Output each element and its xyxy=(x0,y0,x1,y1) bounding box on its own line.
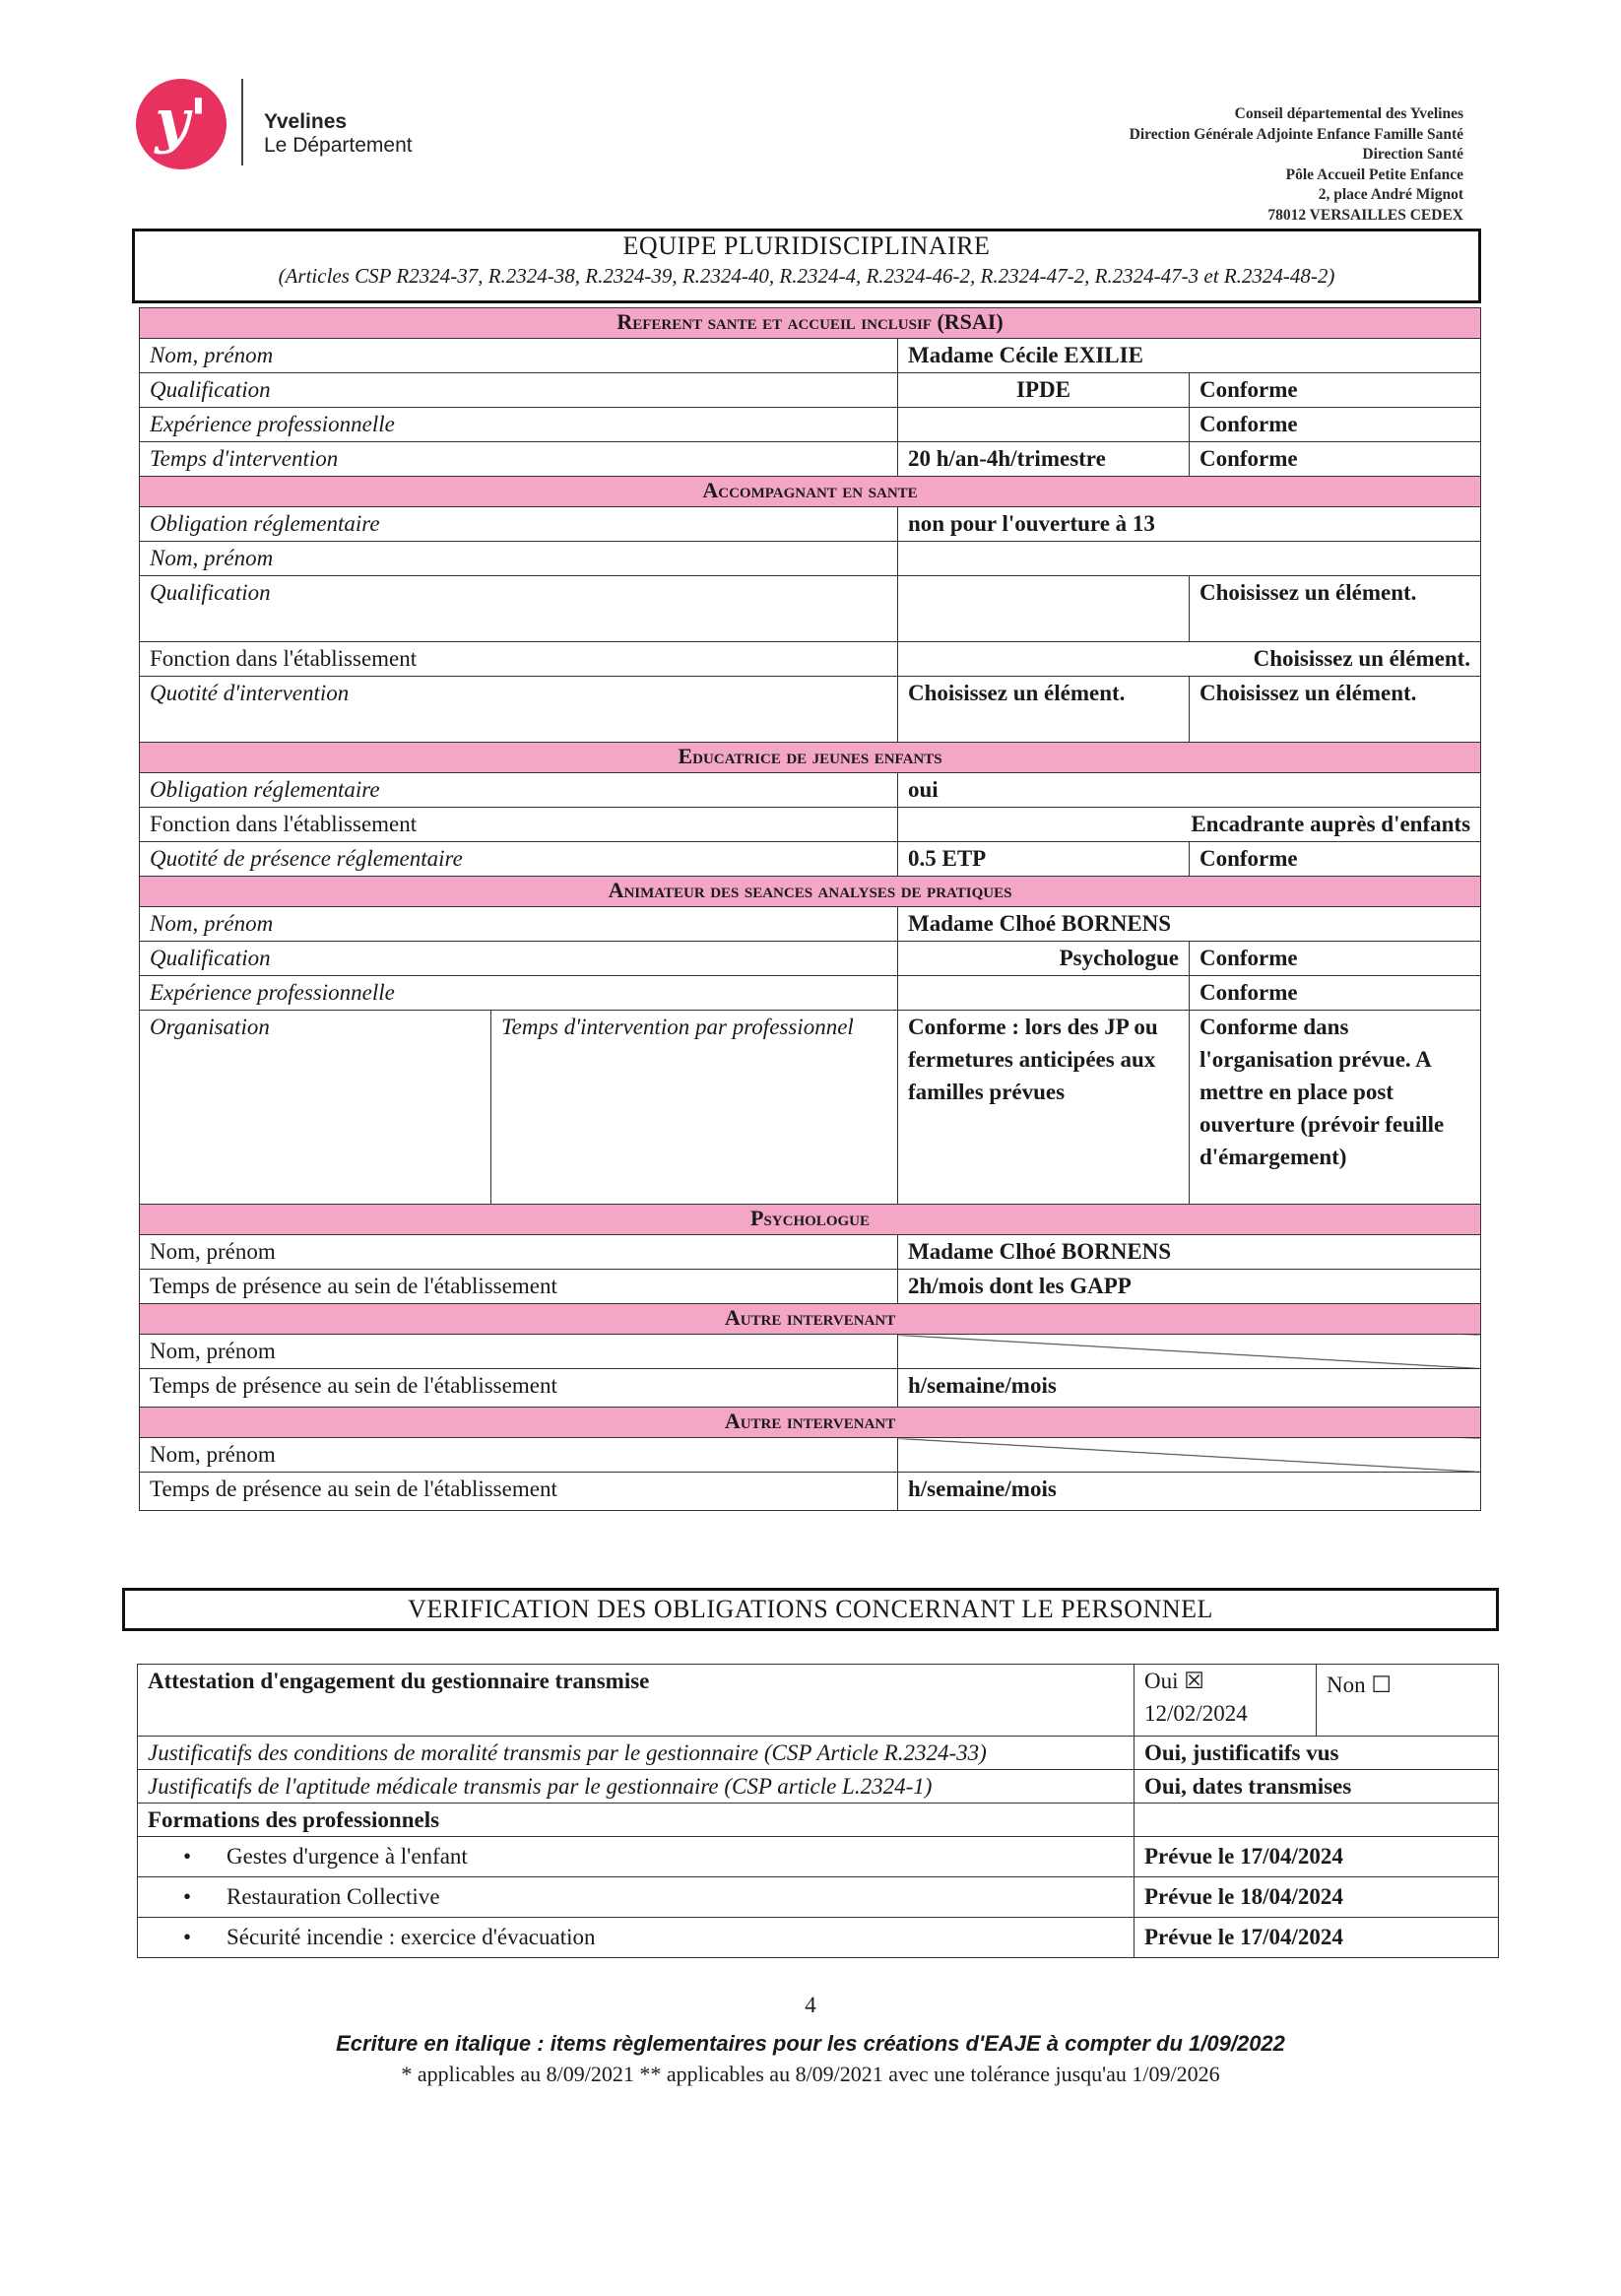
formation-label: Gestes d'urgence à l'enfant xyxy=(227,1844,468,1869)
table-row xyxy=(140,976,1481,1011)
section-title: Autre intervenant xyxy=(140,1408,1481,1438)
oui-cell xyxy=(1135,1665,1317,1737)
formation-label: Sécurité incendie : exercice d'évacuation xyxy=(227,1925,596,1949)
row-status: Conforme xyxy=(1190,842,1481,877)
table-row xyxy=(140,808,1481,842)
sender-address xyxy=(1130,104,1463,226)
footer-applicable: * applicables au 8/09/2021 ** applicables au 8/09/2021 avec une tolérance jusqu'au 1/09/2026 xyxy=(401,2062,1220,2086)
row-value: h/semaine/mois xyxy=(898,1369,1481,1408)
table-row xyxy=(140,507,1481,542)
row-label: Fonction dans l'établissement xyxy=(140,808,898,842)
section-title: Referent sante et accueil inclusif (RSAI) xyxy=(140,308,1481,339)
address-line: Direction Générale Adjointe Enfance Famille Santé xyxy=(1129,125,1463,143)
address-line: 78012 VERSAILLES CEDEX xyxy=(1267,206,1463,224)
row-value-empty xyxy=(898,1335,1481,1369)
row-value: Oui, justificatifs vus xyxy=(1135,1737,1499,1770)
page-number: 4 xyxy=(805,1993,816,2017)
row-label: Temps d'intervention xyxy=(140,442,898,477)
table-row xyxy=(140,942,1481,976)
table-row xyxy=(140,1438,1481,1473)
row-value: Madame Clhoé BORNENS xyxy=(898,907,1481,942)
table-row xyxy=(140,442,1481,477)
logo-letter: y' xyxy=(155,87,208,156)
row-status: Choisissez un élément. xyxy=(1190,576,1481,642)
non-checkbox[interactable]: Non ☐ xyxy=(1327,1673,1392,1697)
formation-item xyxy=(138,1837,1135,1877)
address-line: Conseil départemental des Yvelines xyxy=(1234,105,1463,122)
table-row xyxy=(140,408,1481,442)
row-label: Nom, prénom xyxy=(140,542,898,576)
bullet-icon: • xyxy=(182,1844,192,1869)
table-row xyxy=(138,1665,1499,1737)
row-value: Choisissez un élément. xyxy=(898,677,1190,743)
logo-divider xyxy=(241,79,243,165)
row-status: Conforme xyxy=(1190,976,1481,1011)
row-value xyxy=(898,408,1190,442)
row-sublabel: Temps d'intervention par professionnel xyxy=(491,1011,898,1205)
row-label: Expérience professionnelle xyxy=(140,408,898,442)
row-label: Attestation d'engagement du gestionnaire transmise xyxy=(138,1665,1135,1737)
table-row xyxy=(138,1837,1499,1877)
non-cell xyxy=(1317,1665,1499,1737)
section-header-animateur xyxy=(140,877,1481,907)
row-label: Quotité de présence réglementaire xyxy=(140,842,898,877)
row-label: Qualification xyxy=(140,942,898,976)
row-value: Conforme : lors des JP ou fermetures anticipées aux familles prévues xyxy=(898,1011,1190,1205)
row-value: h/semaine/mois xyxy=(898,1473,1481,1511)
table-row xyxy=(140,576,1481,642)
bullet-icon: • xyxy=(182,1925,192,1949)
oui-date: 12/02/2024 xyxy=(1144,1701,1248,1726)
formation-date: Prévue le 17/04/2024 xyxy=(1135,1837,1499,1877)
section-header-rsai xyxy=(140,308,1481,339)
table-row xyxy=(140,373,1481,408)
table-row xyxy=(140,1011,1481,1205)
row-value: Oui, dates transmises xyxy=(1135,1770,1499,1804)
row-value: IPDE xyxy=(898,373,1190,408)
table-row xyxy=(140,1369,1481,1408)
row-label: Formations des professionnels xyxy=(138,1804,1135,1837)
row-label: Expérience professionnelle xyxy=(140,976,898,1011)
oui-checkbox[interactable]: Oui ☒ xyxy=(1144,1669,1204,1693)
equipe-table xyxy=(139,307,1481,1511)
row-status: Conforme xyxy=(1190,442,1481,477)
table-row xyxy=(138,1737,1499,1770)
row-value-empty xyxy=(898,976,1190,1011)
section-header-autre-1 xyxy=(140,1304,1481,1335)
row-value-empty xyxy=(898,542,1481,576)
table-row xyxy=(140,907,1481,942)
row-value: Madame Clhoé BORNENS xyxy=(898,1235,1481,1270)
table-row xyxy=(138,1918,1499,1958)
table-row xyxy=(140,842,1481,877)
equipe-title-box xyxy=(132,229,1481,303)
row-label: Temps de présence au sein de l'établissement xyxy=(140,1369,898,1408)
row-label: Nom, prénom xyxy=(140,1438,898,1473)
row-label: Fonction dans l'établissement xyxy=(140,642,898,677)
row-status: Conforme xyxy=(1190,408,1481,442)
equipe-title: EQUIPE PLURIDISCIPLINAIRE xyxy=(622,231,991,260)
section-title: Psychologue xyxy=(140,1205,1481,1235)
yvelines-logo xyxy=(136,79,227,169)
footer-note: Ecriture en italique : items règlementaires pour les créations d'EAJE à compter du 1/09/2022 xyxy=(336,2031,1285,2056)
row-label: Nom, prénom xyxy=(140,1235,898,1270)
section-header-accompagnant xyxy=(140,477,1481,507)
row-label: Quotité d'intervention xyxy=(140,677,898,743)
table-row xyxy=(140,542,1481,576)
row-label: Nom, prénom xyxy=(140,1335,898,1369)
row-value: 0.5 ETP xyxy=(898,842,1190,877)
formation-item xyxy=(138,1877,1135,1918)
bullet-icon: • xyxy=(182,1884,192,1909)
table-row xyxy=(140,1270,1481,1304)
row-value: non pour l'ouverture à 13 xyxy=(898,507,1481,542)
row-status: Choisissez un élément. xyxy=(1190,677,1481,743)
table-row xyxy=(138,1877,1499,1918)
table-row xyxy=(138,1770,1499,1804)
row-value-empty xyxy=(898,1438,1481,1473)
row-value: Choisissez un élément. xyxy=(898,642,1481,677)
address-line: 2, place André Mignot xyxy=(1318,186,1463,203)
row-value: Madame Cécile EXILIE xyxy=(898,339,1481,373)
row-status: Conforme xyxy=(1190,942,1481,976)
row-label: Nom, prénom xyxy=(140,907,898,942)
row-value: oui xyxy=(898,773,1481,808)
equipe-subtitle: (Articles CSP R2324-37, R.2324-38, R.2324-39, R.2324-40, R.2324-4, R.2324-46-2, R.2324-47-2, R.2324-47-3 et R.2324-48-2) xyxy=(278,264,1335,288)
formation-date: Prévue le 18/04/2024 xyxy=(1135,1877,1499,1918)
section-title: Autre intervenant xyxy=(140,1304,1481,1335)
row-label: Nom, prénom xyxy=(140,339,898,373)
row-label: Obligation réglementaire xyxy=(140,507,898,542)
verification-title-box xyxy=(122,1588,1499,1631)
row-label: Temps de présence au sein de l'établissement xyxy=(140,1473,898,1511)
section-header-autre-2 xyxy=(140,1408,1481,1438)
logo-subtitle: Le Département xyxy=(264,134,413,157)
row-value: Psychologue xyxy=(898,942,1190,976)
row-label: Justificatifs des conditions de moralité transmis par le gestionnaire (CSP Article R.2324-33) xyxy=(138,1737,1135,1770)
verification-title: VERIFICATION DES OBLIGATIONS CONCERNANT LE PERSONNEL xyxy=(408,1595,1213,1623)
table-row xyxy=(140,1473,1481,1511)
row-label: Qualification xyxy=(140,373,898,408)
table-row xyxy=(138,1804,1499,1837)
row-label: Obligation réglementaire xyxy=(140,773,898,808)
table-row xyxy=(140,642,1481,677)
table-row xyxy=(140,773,1481,808)
section-header-educatrice xyxy=(140,743,1481,773)
row-label: Qualification xyxy=(140,576,898,642)
logo-name: Yvelines xyxy=(264,110,348,133)
table-row xyxy=(140,1235,1481,1270)
address-line: Direction Santé xyxy=(1362,146,1463,163)
table-row xyxy=(140,339,1481,373)
row-label: Temps de présence au sein de l'établissement xyxy=(140,1270,898,1304)
section-title: Accompagnant en sante xyxy=(140,477,1481,507)
row-label: Justificatifs de l'aptitude médicale transmis par le gestionnaire (CSP article L.2324-1) xyxy=(138,1770,1135,1804)
formation-label: Restauration Collective xyxy=(227,1884,440,1909)
row-value: Encadrante auprès d'enfants xyxy=(898,808,1481,842)
row-value-empty xyxy=(1135,1804,1499,1837)
row-value: 20 h/an-4h/trimestre xyxy=(898,442,1190,477)
formation-item xyxy=(138,1918,1135,1958)
section-header-psychologue xyxy=(140,1205,1481,1235)
row-status: Conforme xyxy=(1190,373,1481,408)
table-row xyxy=(140,677,1481,743)
logo-text xyxy=(264,110,413,158)
formation-date: Prévue le 17/04/2024 xyxy=(1135,1918,1499,1958)
row-status: Conforme dans l'organisation prévue. A mettre en place post ouverture (prévoir feuille d'émargement) xyxy=(1190,1011,1481,1205)
table-row xyxy=(140,1335,1481,1369)
address-line: Pôle Accueil Petite Enfance xyxy=(1285,165,1463,183)
row-value: 2h/mois dont les GAPP xyxy=(898,1270,1481,1304)
verification-table xyxy=(137,1664,1499,1958)
row-label: Organisation xyxy=(140,1011,491,1205)
section-title: Educatrice de jeunes enfants xyxy=(140,743,1481,773)
row-value-empty xyxy=(898,576,1190,642)
section-title: Animateur des seances analyses de pratiques xyxy=(140,877,1481,907)
